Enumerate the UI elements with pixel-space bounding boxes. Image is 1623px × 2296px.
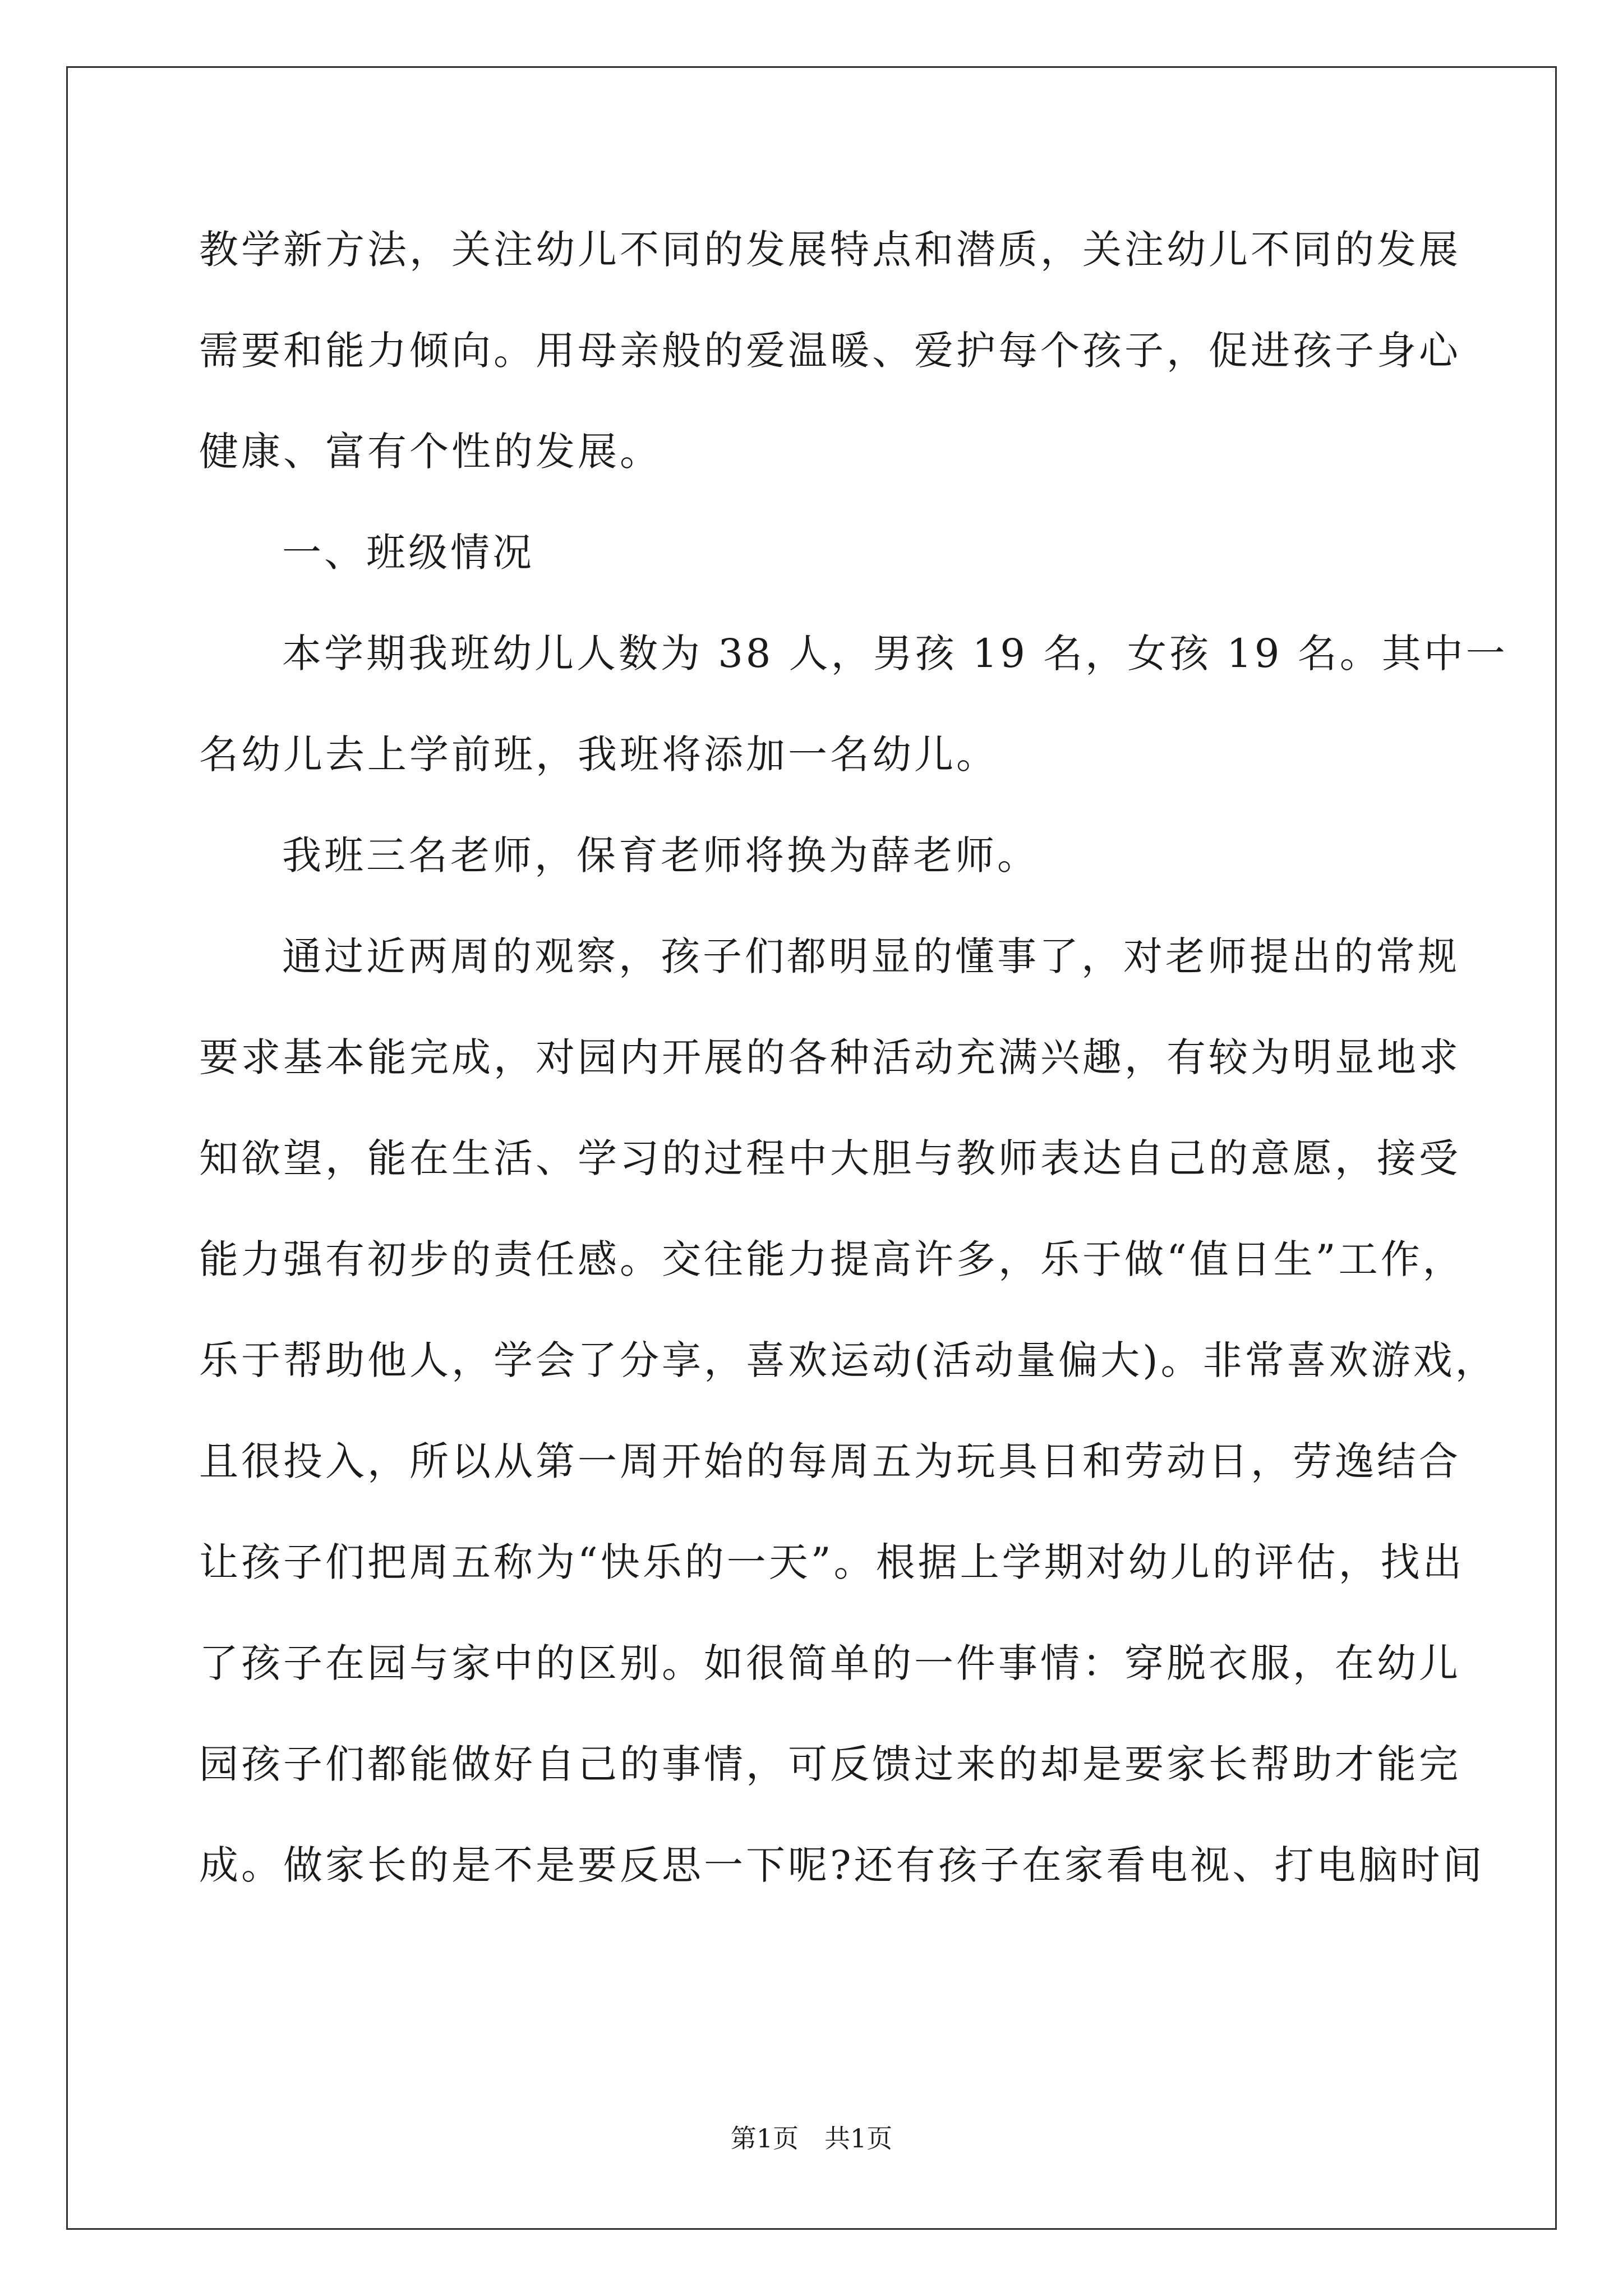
section-heading: 一、班级情况 [282, 530, 534, 576]
paragraph-line: 知欲望，能在生活、学习的过程中大胆与教师表达自己的意愿，接受 [199, 1135, 1461, 1181]
paragraph-line: 健康、富有个性的发展。 [199, 429, 662, 475]
paragraph-line: 园孩子们都能做好自己的事情，可反馈过来的却是要家长帮助才能完 [199, 1741, 1461, 1787]
page-footer: 第1页 共1页 [730, 2123, 893, 2154]
paragraph-line: 了孩子在园与家中的区别。如很简单的一件事情：穿脱衣服，在幼儿 [199, 1640, 1461, 1686]
paragraph-line: 我班三名老师，保育老师将换为薛老师。 [282, 832, 1039, 878]
document-body [199, 219, 1508, 1935]
paragraph-line: 本学期我班幼儿人数为 38 人，男孩 19 名，女孩 19 名。其中一 [282, 631, 1508, 677]
paragraph-line: 成。做家长的是不是要反思一下呢?还有孩子在家看电视、打电脑时间 [199, 1842, 1485, 1888]
paragraph-line: 乐于帮助他人，学会了分享，喜欢运动(活动量偏大)。非常喜欢游戏， [199, 1337, 1497, 1383]
paragraph-line: 要求基本能完成，对园内开展的各种活动充满兴趣，有较为明显地求 [199, 1034, 1461, 1080]
paragraph-line: 且很投入，所以从第一周开始的每周五为玩具日和劳动日，劳逸结合 [199, 1438, 1461, 1484]
paragraph-line: 需要和能力倾向。用母亲般的爱温暖、爱护每个孩子，促进孩子身心 [199, 328, 1461, 374]
paragraph-line: 名幼儿去上学前班，我班将添加一名幼儿。 [199, 731, 998, 777]
paragraph-line: 能力强有初步的责任感。交往能力提高许多，乐于做“值日生”工作， [199, 1236, 1465, 1282]
paragraph-line: 教学新方法，关注幼儿不同的发展特点和潜质，关注幼儿不同的发展 [199, 227, 1461, 273]
paragraph-line: 让孩子们把周五称为“快乐的一天”。根据上学期对幼儿的评估，找出 [199, 1539, 1465, 1585]
paragraph-line: 通过近两周的观察，孩子们都明显的懂事了，对老师提出的常规 [282, 933, 1460, 979]
